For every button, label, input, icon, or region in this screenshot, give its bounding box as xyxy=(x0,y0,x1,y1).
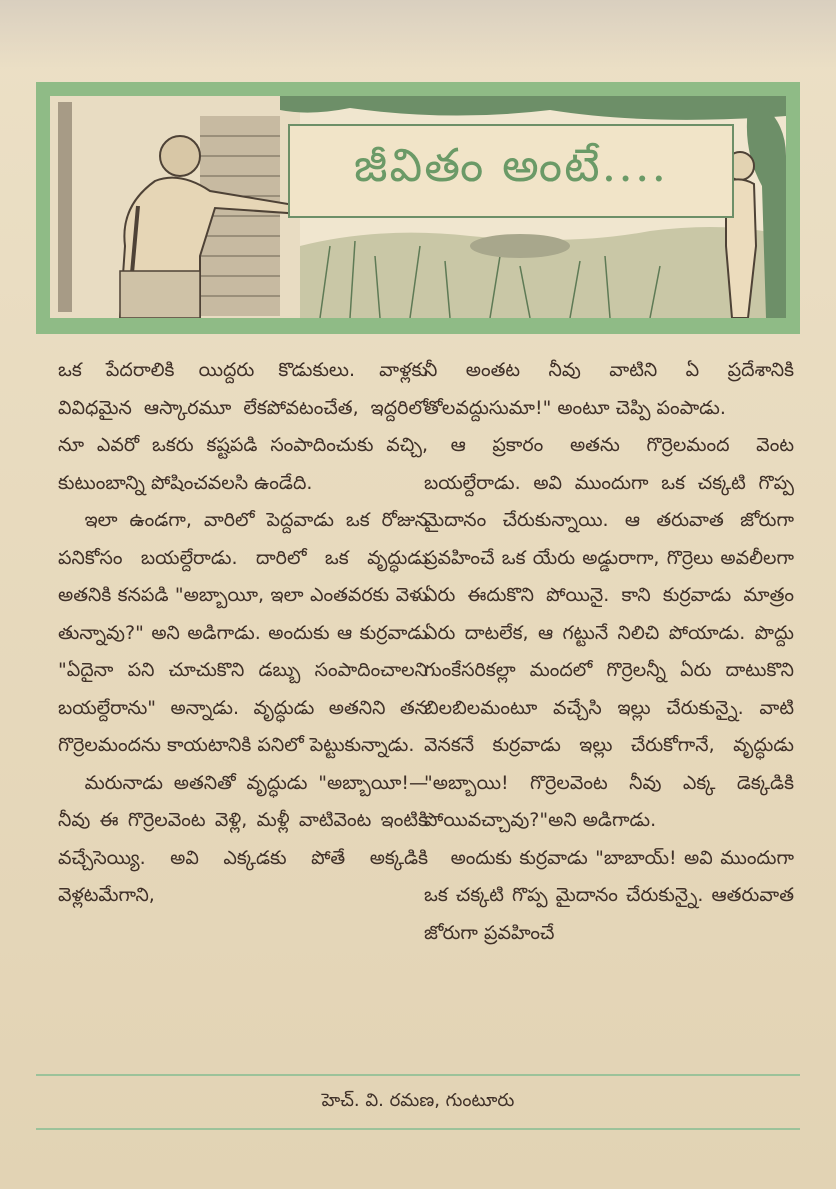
right-column xyxy=(424,352,794,952)
page-edge-shadow xyxy=(0,0,836,70)
paragraph: అందుకు కుర్రవాడు "బాబాయ్! అవి ముందుగా ఒక చక్కటి గొప్ప మైదానం చేరుకున్నై. ఆతరువాత జోరుగా ప్రవహించే xyxy=(424,846,794,944)
paragraph: మరునాడు అతనితో వృద్ధుడు "అబ్బాయీ!—నీవు ఈ గొర్రెలవెంట వెళ్లి, మళ్లీ వాటివెంట ఇంటికి వచ్చేసెయ్యి. అవి ఎక్కడకు పోతే అక్కడికి వెళ్లటమేగాని, xyxy=(58,771,428,906)
paragraph: ఆ ప్రకారం అతను గొర్రెలమంద వెంట బయల్దేరాడు. అవి ముందుగా ఒక చక్కటి గొప్ప మైదానం చేరుకున్నాయి. ఆ తరువాత జోరుగా ప్రవహించే ఒక యేరు అడ్డురాగా, గొర్రెలు అవలీలగా ఏరు ఈదుకొని పోయినై. కాని కుర్రవాడు మాత్రం ఏరు దాటలేక, ఆ గట్టునే నిలిచి పోయాడు. పొద్దు గుంకేసరికల్లా మందలో గొర్రెలన్నీ ఏరు దాటుకొని బిలబిలమంటూ వచ్చేసి ఇల్లు చేరుకున్నై. వాటి వెనకనే కుర్రవాడు ఇల్లు చేరుకోగానే, వృద్ధుడు "అబ్బాయి! గొర్రెలవెంట నీవు ఎక్క డెక్కడికి పోయివచ్చావు?"అని అడిగాడు. xyxy=(424,434,794,831)
paragraph: ఒక పేదరాలికి యిద్దరు కొడుకులు. వాళ్లకు వివిధమైన ఆస్కారమూ లేకపోవటంచేత, ఇద్దరిలో నూ ఎవరో ఒకరు కష్టపడి సంపాదించుకు వచ్చి, కుటుంబాన్ని పోషించవలసి ఉండేది. xyxy=(58,359,428,494)
title-box xyxy=(288,124,734,218)
left-column xyxy=(58,352,428,915)
author-credit: హెచ్. వి. రమణ, గుంటూరు xyxy=(321,1090,515,1111)
story-title: జీవితం అంటే.... xyxy=(353,138,669,192)
paragraph: ఇలా ఉండగా, వారిలో పెద్దవాడు ఒక రోజున పనికోసం బయల్దేరాడు. దారిలో ఒక వృద్ధుడు అతనికి కనపడి "అబ్బాయీ, ఇలా ఎంతవరకు వెళు తున్నావు?" అని అడిగాడు. అందుకు ఆ కుర్రవాడు "ఏదైనా పని చూచుకొని డబ్బు సంపాదించాలని బయల్దేరాను" అన్నాడు. వృద్ధుడు అతనిని తన గొర్రెలమందను కాయటానికి పనిలో పెట్టుకున్నాడు. xyxy=(58,509,428,756)
paragraph: నీ అంతట నీవు వాటిని ఏ ప్రదేశానికి తోలవద్దుసుమా!" అంటూ చెప్పి పంపాడు. xyxy=(424,359,794,419)
title-banner xyxy=(36,82,800,334)
footer-divider-top xyxy=(36,1074,800,1076)
footer-divider-bottom xyxy=(36,1128,800,1130)
banner-illustration xyxy=(50,96,786,318)
